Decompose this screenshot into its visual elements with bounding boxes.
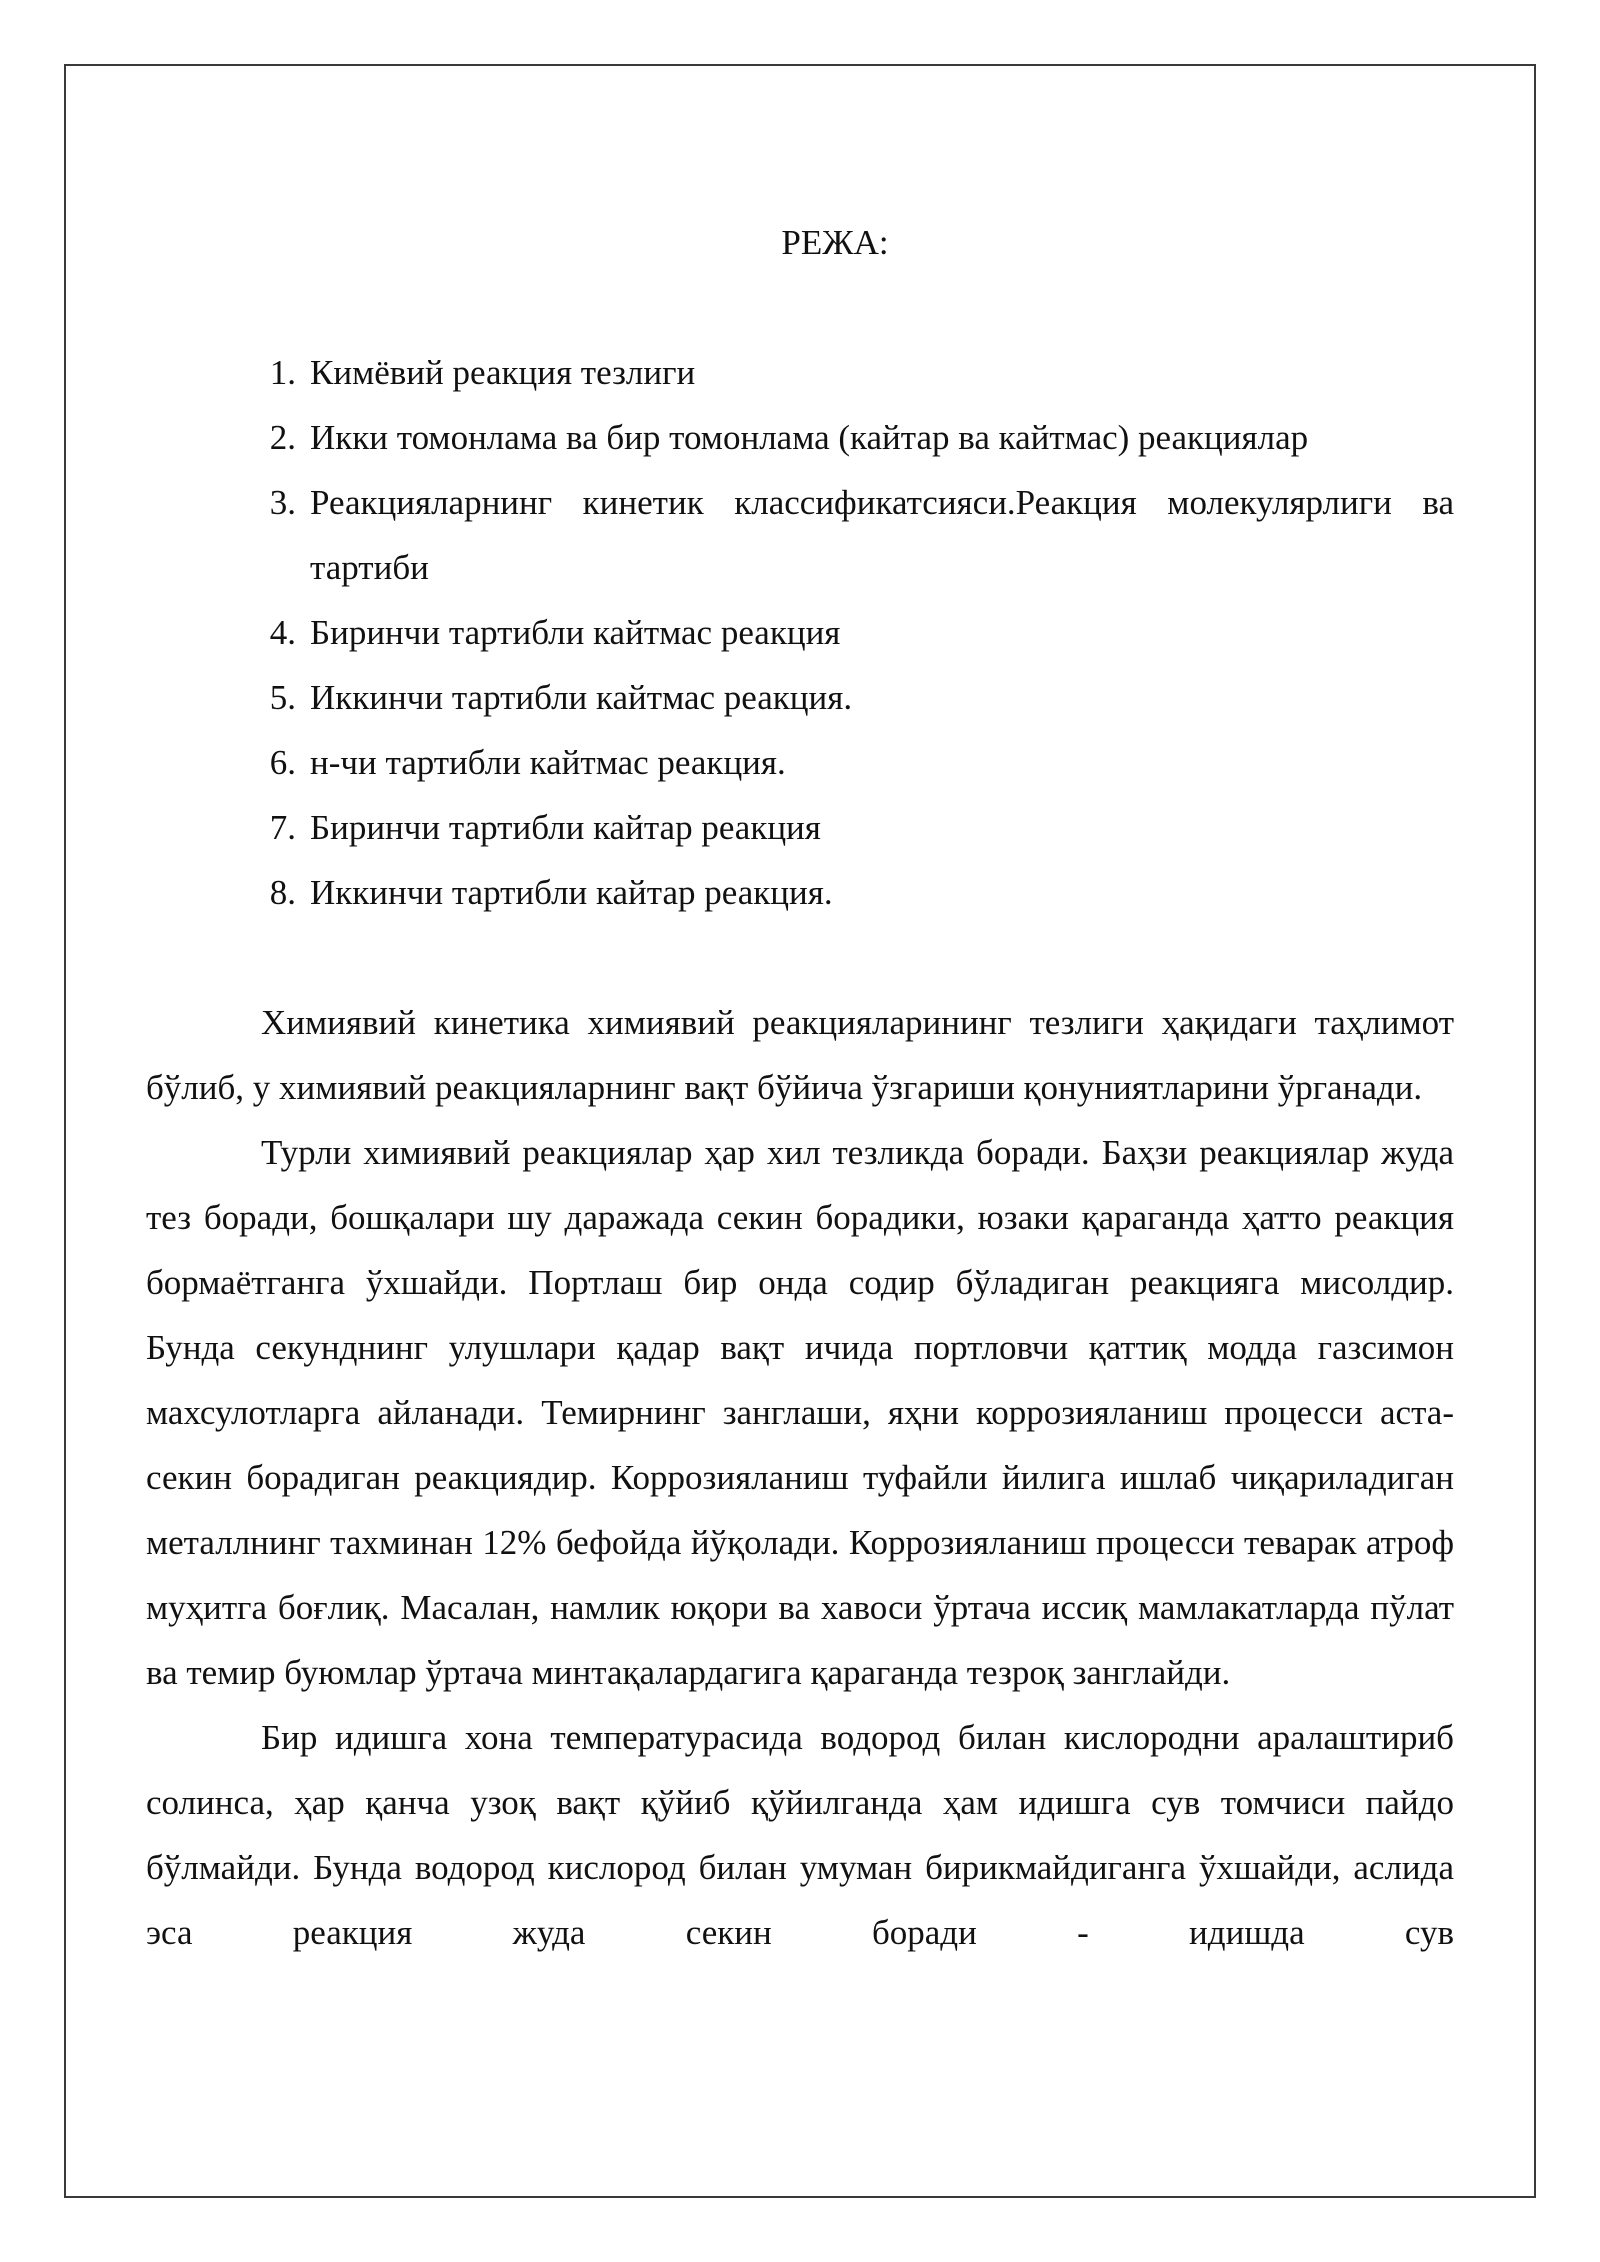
list-item bbox=[146, 795, 1454, 860]
list-item-text: Иккинчи тартибли кайтмас реакция. bbox=[310, 678, 853, 717]
list-item bbox=[146, 405, 1454, 470]
paragraph: Бир идишга хона температурасида водород билан кислородни аралаштириб солинса, ҳар қанча узоқ вақт қўйиб қўйилганда ҳам идишга сув томчиси пайдо бўлмайди. Бунда водород кислород билан умуман бирикмайдиганга ўхшайди, аслида эса реакция жуда секин боради - идишда сув bbox=[146, 1718, 1454, 1952]
document-title: РЕЖА: bbox=[781, 223, 889, 262]
list-item-text: н-чи тартибли кайтмас реакция. bbox=[310, 743, 786, 782]
list-item bbox=[146, 860, 1454, 925]
body-text bbox=[146, 990, 1454, 1965]
list-item bbox=[146, 340, 1454, 405]
paragraph: Химиявий кинетика химиявий реакцияларининг тезлиги ҳақидаги таҳлимот бўлиб, у химиявий реакцияларнинг вақт бўйича ўзгариши қонуниятларини ўрганади. bbox=[146, 1003, 1454, 1107]
list-item bbox=[146, 730, 1454, 795]
outline-list bbox=[146, 340, 1454, 925]
list-item-number: 6. bbox=[269, 743, 296, 782]
list-item bbox=[146, 600, 1454, 665]
list-item-number: 2. bbox=[269, 418, 296, 457]
list-item-number: 4. bbox=[269, 613, 296, 652]
list-item-number: 8. bbox=[269, 873, 296, 912]
list-item-text: Иккинчи тартибли кайтар реакция. bbox=[310, 873, 833, 912]
list-item-number: 5. bbox=[269, 678, 296, 717]
list-item-text: Реакцияларнинг кинетик классификатсияси.Реакция молекулярлиги ва тартиби bbox=[310, 483, 1454, 587]
list-item-text: Биринчи тартибли кайтмас реакция bbox=[310, 613, 841, 652]
list-item-text: Икки томонлама ва бир томонлама (кайтар ва кайтмас) реакциялар bbox=[310, 418, 1309, 457]
document-body bbox=[146, 210, 1454, 1965]
list-item-text: Биринчи тартибли кайтар реакция bbox=[310, 808, 821, 847]
list-item-text: Кимёвий реакция тезлиги bbox=[310, 353, 696, 392]
list-item bbox=[146, 470, 1454, 600]
paragraph: Турли химиявий реакциялар ҳар хил тезликда боради. Баҳзи реакциялар жуда тез боради, бошқалари шу даражада секин борадики, юзаки қараганда ҳатто реакция бормаётганга ўхшайди. Портлаш бир онда содир бўладиган реакцияга мисолдир. Бунда секунднинг улушлари қадар вақт ичида портловчи қаттиқ модда газсимон махсулотларга айланади. Темирнинг занглаши, яҳни коррозияланиш процесси аста-секин борадиган реакциядир. Коррозияланиш туфайли йилига ишлаб чиқариладиган металлнинг тахминан 12% бефойда йўқолади. Коррозияланиш процесси теварак атроф муҳитга боғлиқ. Масалан, намлик юқори ва хавоси ўртача иссиқ мамлакатларда пўлат ва темир буюмлар ўртача минтақалардагига қараганда тезроқ занглайди. bbox=[146, 1133, 1454, 1692]
list-item bbox=[146, 665, 1454, 730]
list-item-number: 3. bbox=[269, 483, 296, 522]
list-item-number: 1. bbox=[269, 353, 296, 392]
list-item-number: 7. bbox=[269, 808, 296, 847]
